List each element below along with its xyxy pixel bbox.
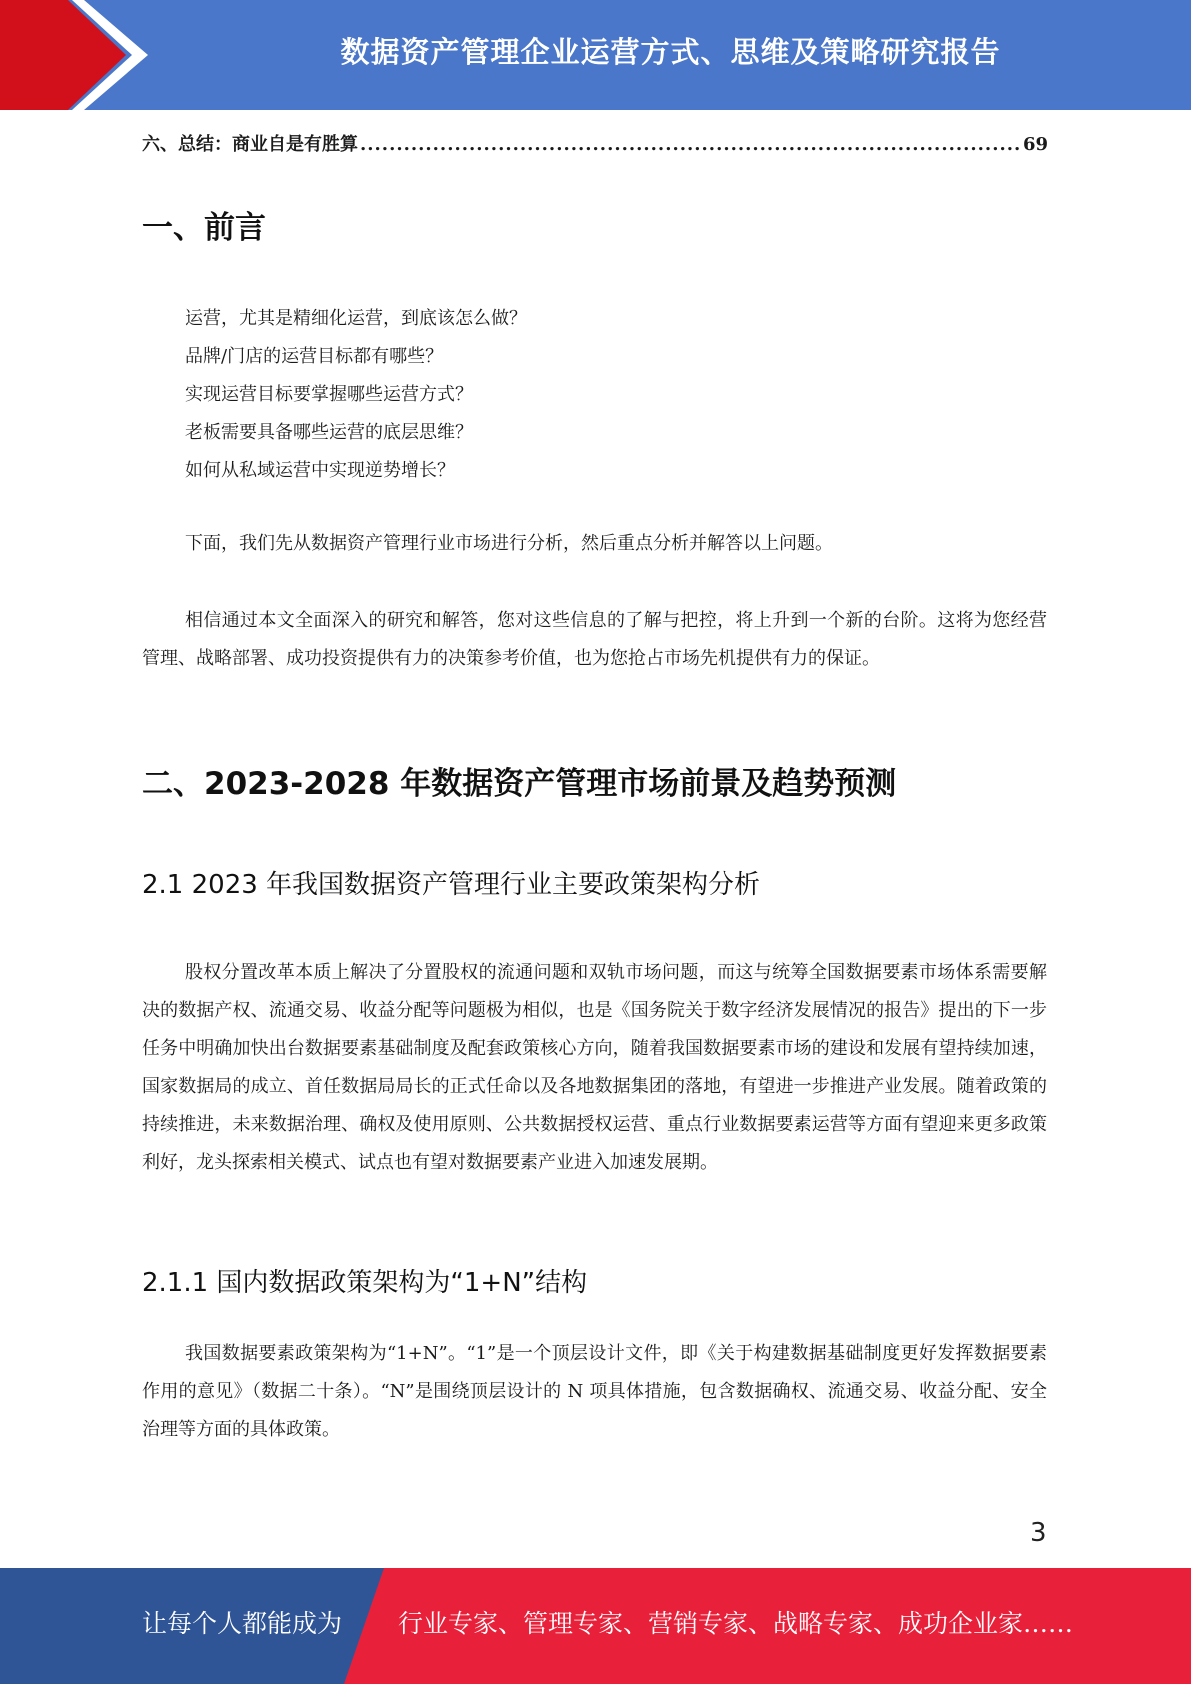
subsection-heading-structure: 2.1.1 国内数据政策架构为“1+N”结构: [142, 1268, 588, 1298]
subsection-heading-policy: 2.1 2023 年我国数据资产管理行业主要政策架构分析: [142, 870, 761, 900]
paragraph-intro: 下面，我们先从数据资产管理行业市场进行分析，然后重点分析并解答以上问题。: [185, 533, 833, 554]
toc-entry-page: 69: [1022, 134, 1048, 155]
question-item: 品牌/门店的运营目标都有哪些？: [185, 346, 444, 367]
footer-slogan-right: 行业专家、管理专家、营销专家、战略专家、成功企业家……: [398, 1609, 1074, 1638]
section-heading-forecast: 二、2023-2028 年数据资产管理市场前景及趋势预测: [142, 766, 897, 802]
footer-banner: [0, 1568, 1191, 1684]
page-number: 3: [1030, 1518, 1047, 1548]
toc-dot-leader: [360, 134, 1021, 155]
report-title: 数据资产管理企业运营方式、思维及策略研究报告: [340, 34, 1001, 69]
question-item: 运营，尤其是精细化运营，到底该怎么做？: [185, 308, 527, 329]
paragraph-value: 相信通过本文全面深入的研究和解答，您对这些信息的了解与把控，将上升到一个新的台阶。这将为您经营管理、战略部署、成功投资提供有力的决策参考价值，也为您抢占市场先机提供有力的保证。: [142, 610, 1047, 669]
question-list: [185, 300, 527, 490]
question-item: 如何从私域运营中实现逆势增长？: [185, 460, 455, 481]
question-item: 实现运营目标要掌握哪些运营方式？: [185, 384, 473, 405]
footer-slogan-left: 让每个人都能成为: [142, 1609, 343, 1638]
header-banner: [0, 0, 1191, 110]
paragraph-policy: 股权分置改革本质上解决了分置股权的流通问题和双轨市场问题，而这与统筹全国数据要素市场体系需要解决的数据产权、流通交易、收益分配等问题极为相似，也是《国务院关于数字经济发展情况的报告》提出的下一步任务中明确加快出台数据要素基础制度及配套政策核心方向，随着我国数据要素市场的建设和发展有望持续加速，国家数据局的成立、首任数据局局长的正式任命以及各地数据集团的落地，有望进一步推进产业发展。随着政策的持续推进，未来数据治理、确权及使用原则、公共数据授权运营、重点行业数据要素运营等方面有望迎来更多政策利好，龙头探索相关模式、试点也有望对数据要素产业进入加速发展期。: [142, 962, 1047, 1173]
question-item: 老板需要具备哪些运营的底层思维？: [185, 422, 473, 443]
paragraph-structure: 我国数据要素政策架构为“1+N”。“1”是一个顶层设计文件，即《关于构建数据基础制度更好发挥数据要素作用的意见》（数据二十条）。“N”是围绕顶层设计的 N 项具体措施，包含数据确权、流通交易、收益分配、安全治理等方面的具体政策。: [142, 1343, 1047, 1440]
toc-entry-label: 六、总结：商业自是有胜算: [142, 134, 358, 155]
toc-entry[interactable]: [142, 130, 1048, 156]
section-heading-preface: 一、前言: [142, 210, 266, 246]
header-arrow-decoration: [0, 0, 160, 110]
